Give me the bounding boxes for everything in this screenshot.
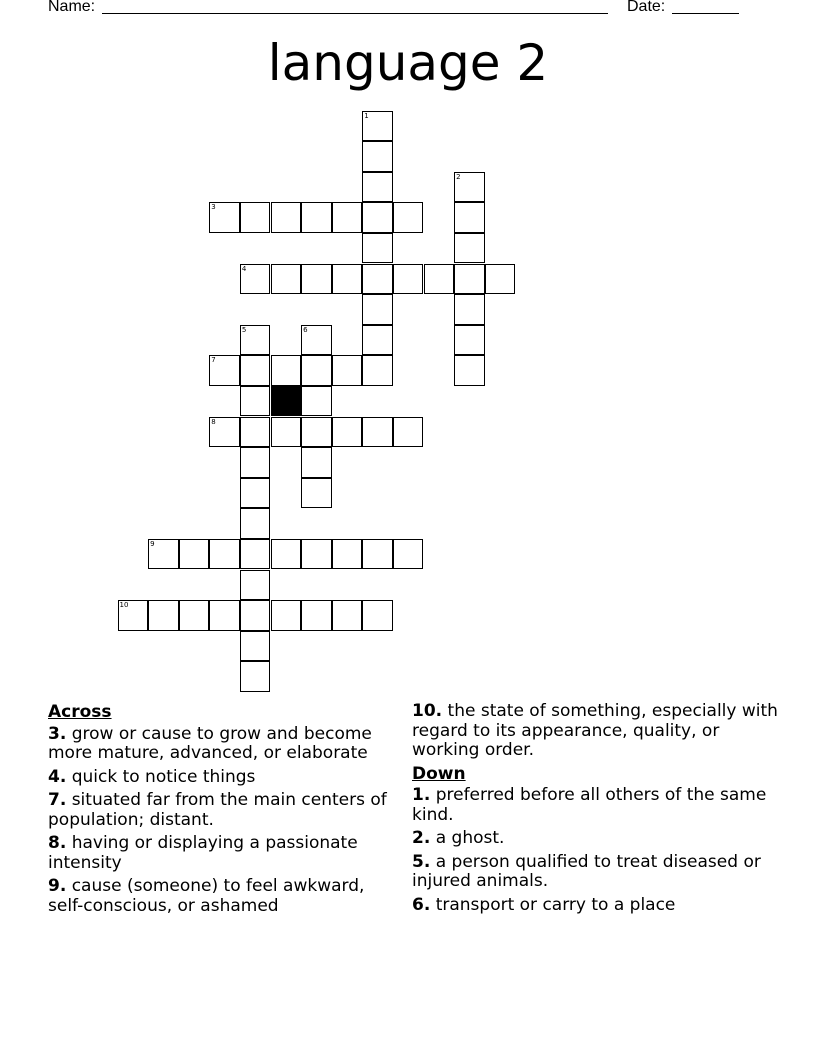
- grid-cell[interactable]: [362, 417, 393, 448]
- grid-cell[interactable]: [209, 355, 240, 386]
- clue-number: 9.: [48, 876, 67, 896]
- clue-text: the state of something, especially with regard to its appearance, quality, or working order.: [412, 701, 778, 760]
- clue-text: a ghost.: [435, 828, 505, 848]
- clue-number: 3.: [48, 723, 67, 744]
- grid-cell[interactable]: [362, 355, 393, 386]
- clue-number: 8.: [48, 833, 67, 853]
- black-square: [271, 386, 302, 417]
- grid-cell[interactable]: [332, 600, 363, 631]
- grid-cell[interactable]: [118, 600, 149, 631]
- clue-text: cause (someone) to feel awkward, self-conscious, or ashamed: [48, 876, 365, 916]
- grid-cell[interactable]: [362, 202, 393, 233]
- grid-cell[interactable]: [362, 233, 393, 264]
- clue-number: 2.: [412, 828, 431, 848]
- grid-cell[interactable]: [332, 264, 363, 295]
- worksheet-header: [48, 0, 748, 20]
- clue-text: situated far from the main centers of population; distant.: [48, 790, 387, 830]
- grid-cell[interactable]: [332, 355, 363, 386]
- grid-cell[interactable]: [454, 233, 485, 264]
- clue-text: a person qualified to treat diseased or injured animals.: [412, 851, 761, 891]
- grid-cell[interactable]: [393, 539, 424, 570]
- grid-cell[interactable]: [240, 417, 271, 448]
- grid-cell[interactable]: [240, 202, 271, 233]
- grid-cell[interactable]: [209, 600, 240, 631]
- clue-number-label: 3: [211, 203, 216, 212]
- clue-number: 6.: [412, 894, 431, 915]
- across-heading: Across: [48, 702, 112, 722]
- clues-column-left: [48, 702, 403, 920]
- clue-number: 4.: [48, 766, 67, 787]
- grid-cell[interactable]: [362, 264, 393, 295]
- grid-cell[interactable]: [454, 202, 485, 233]
- clue-down-2: [412, 829, 782, 849]
- clue-across-8: [48, 834, 403, 873]
- grid-cell[interactable]: [362, 600, 393, 631]
- grid-cell[interactable]: [362, 539, 393, 570]
- puzzle-title: language 2: [267, 34, 549, 92]
- grid-cell[interactable]: [271, 264, 302, 295]
- grid-cell[interactable]: [148, 539, 179, 570]
- grid-cell[interactable]: [393, 264, 424, 295]
- grid-cell[interactable]: [271, 355, 302, 386]
- clue-number-label: 4: [241, 264, 247, 273]
- grid-cell[interactable]: [209, 417, 240, 448]
- grid-cell[interactable]: [179, 539, 210, 570]
- grid-cell[interactable]: [301, 325, 332, 356]
- clue-down-6: [412, 896, 782, 916]
- clue-across-3: [48, 725, 403, 764]
- clue-number-label: 2: [456, 172, 461, 181]
- clue-text: grow or cause to grow and become more mature, advanced, or elaborate: [48, 723, 372, 763]
- grid-cell[interactable]: [271, 202, 302, 233]
- grid-cell[interactable]: [301, 355, 332, 386]
- date-label: Date:: [627, 0, 666, 15]
- grid-cell[interactable]: [332, 539, 363, 570]
- grid-cell[interactable]: [332, 417, 363, 448]
- clue-text: transport or carry to a place: [435, 894, 676, 915]
- grid-cell[interactable]: [271, 539, 302, 570]
- clue-number: 1.: [412, 785, 431, 805]
- grid-cell[interactable]: [362, 141, 393, 172]
- grid-cell[interactable]: [454, 294, 485, 325]
- grid-cell[interactable]: [362, 111, 393, 142]
- grid-cell[interactable]: [179, 600, 210, 631]
- grid-cell[interactable]: [393, 417, 424, 448]
- clue-number-label: 9: [150, 539, 155, 548]
- grid-cell[interactable]: [454, 264, 485, 295]
- clue-number-label: 5: [241, 325, 247, 334]
- grid-cell[interactable]: [362, 172, 393, 203]
- grid-cell[interactable]: [362, 294, 393, 325]
- clue-number: 10.: [412, 701, 443, 721]
- down-heading: Down: [412, 763, 466, 784]
- name-label: Name:: [48, 0, 96, 15]
- date-field[interactable]: [672, 13, 739, 14]
- clue-down-5: [412, 853, 782, 892]
- clue-number-label: 6: [303, 325, 308, 334]
- grid-cell[interactable]: [301, 264, 332, 295]
- clue-text: preferred before all others of the same kind.: [412, 785, 767, 825]
- grid-cell[interactable]: [240, 386, 271, 417]
- grid-cell[interactable]: [240, 264, 271, 295]
- grid-cell[interactable]: [240, 600, 271, 631]
- grid-cell[interactable]: [301, 539, 332, 570]
- grid-cell[interactable]: [240, 355, 271, 386]
- grid-cell[interactable]: [209, 539, 240, 570]
- grid-cell[interactable]: [240, 478, 271, 509]
- grid-cell[interactable]: [301, 202, 332, 233]
- grid-cell[interactable]: [424, 264, 455, 295]
- grid-cell[interactable]: [240, 447, 271, 478]
- clue-across-4: [48, 768, 403, 788]
- grid-cell[interactable]: [301, 417, 332, 448]
- clue-across-7: [48, 791, 403, 830]
- grid-cell[interactable]: [362, 325, 393, 356]
- clue-number-label: 7: [211, 356, 216, 365]
- grid-cell[interactable]: [454, 325, 485, 356]
- clue-across-9: [48, 877, 403, 916]
- grid-cell[interactable]: [301, 386, 332, 417]
- clue-down-1: [412, 786, 782, 825]
- grid-cell[interactable]: [301, 478, 332, 509]
- grid-cell[interactable]: [271, 600, 302, 631]
- grid-cell[interactable]: [301, 600, 332, 631]
- name-field[interactable]: [102, 13, 608, 14]
- clue-number-label: 10: [119, 601, 129, 610]
- grid-cell[interactable]: [240, 631, 271, 662]
- clue-text: quick to notice things: [71, 766, 256, 787]
- grid-cell[interactable]: [240, 539, 271, 570]
- grid-cell[interactable]: [209, 202, 240, 233]
- grid-cell[interactable]: [240, 325, 271, 356]
- grid-cell[interactable]: [240, 570, 271, 601]
- grid-cell[interactable]: [485, 264, 516, 295]
- grid-cell[interactable]: [240, 508, 271, 539]
- clues-column-right: [412, 702, 782, 919]
- clue-number-label: 1: [364, 111, 369, 120]
- clue-across-10: [412, 702, 782, 761]
- grid-cell[interactable]: [301, 447, 332, 478]
- grid-cell[interactable]: [454, 355, 485, 386]
- clue-number-label: 8: [211, 417, 216, 426]
- grid-cell[interactable]: [332, 202, 363, 233]
- grid-cell[interactable]: [240, 661, 271, 692]
- grid-cell[interactable]: [271, 417, 302, 448]
- grid-cell[interactable]: [148, 600, 179, 631]
- clue-number: 5.: [412, 851, 431, 872]
- clue-number: 7.: [48, 790, 67, 810]
- grid-cell[interactable]: [454, 172, 485, 203]
- grid-cell[interactable]: [393, 202, 424, 233]
- clue-text: having or displaying a passionate intensity: [48, 833, 358, 873]
